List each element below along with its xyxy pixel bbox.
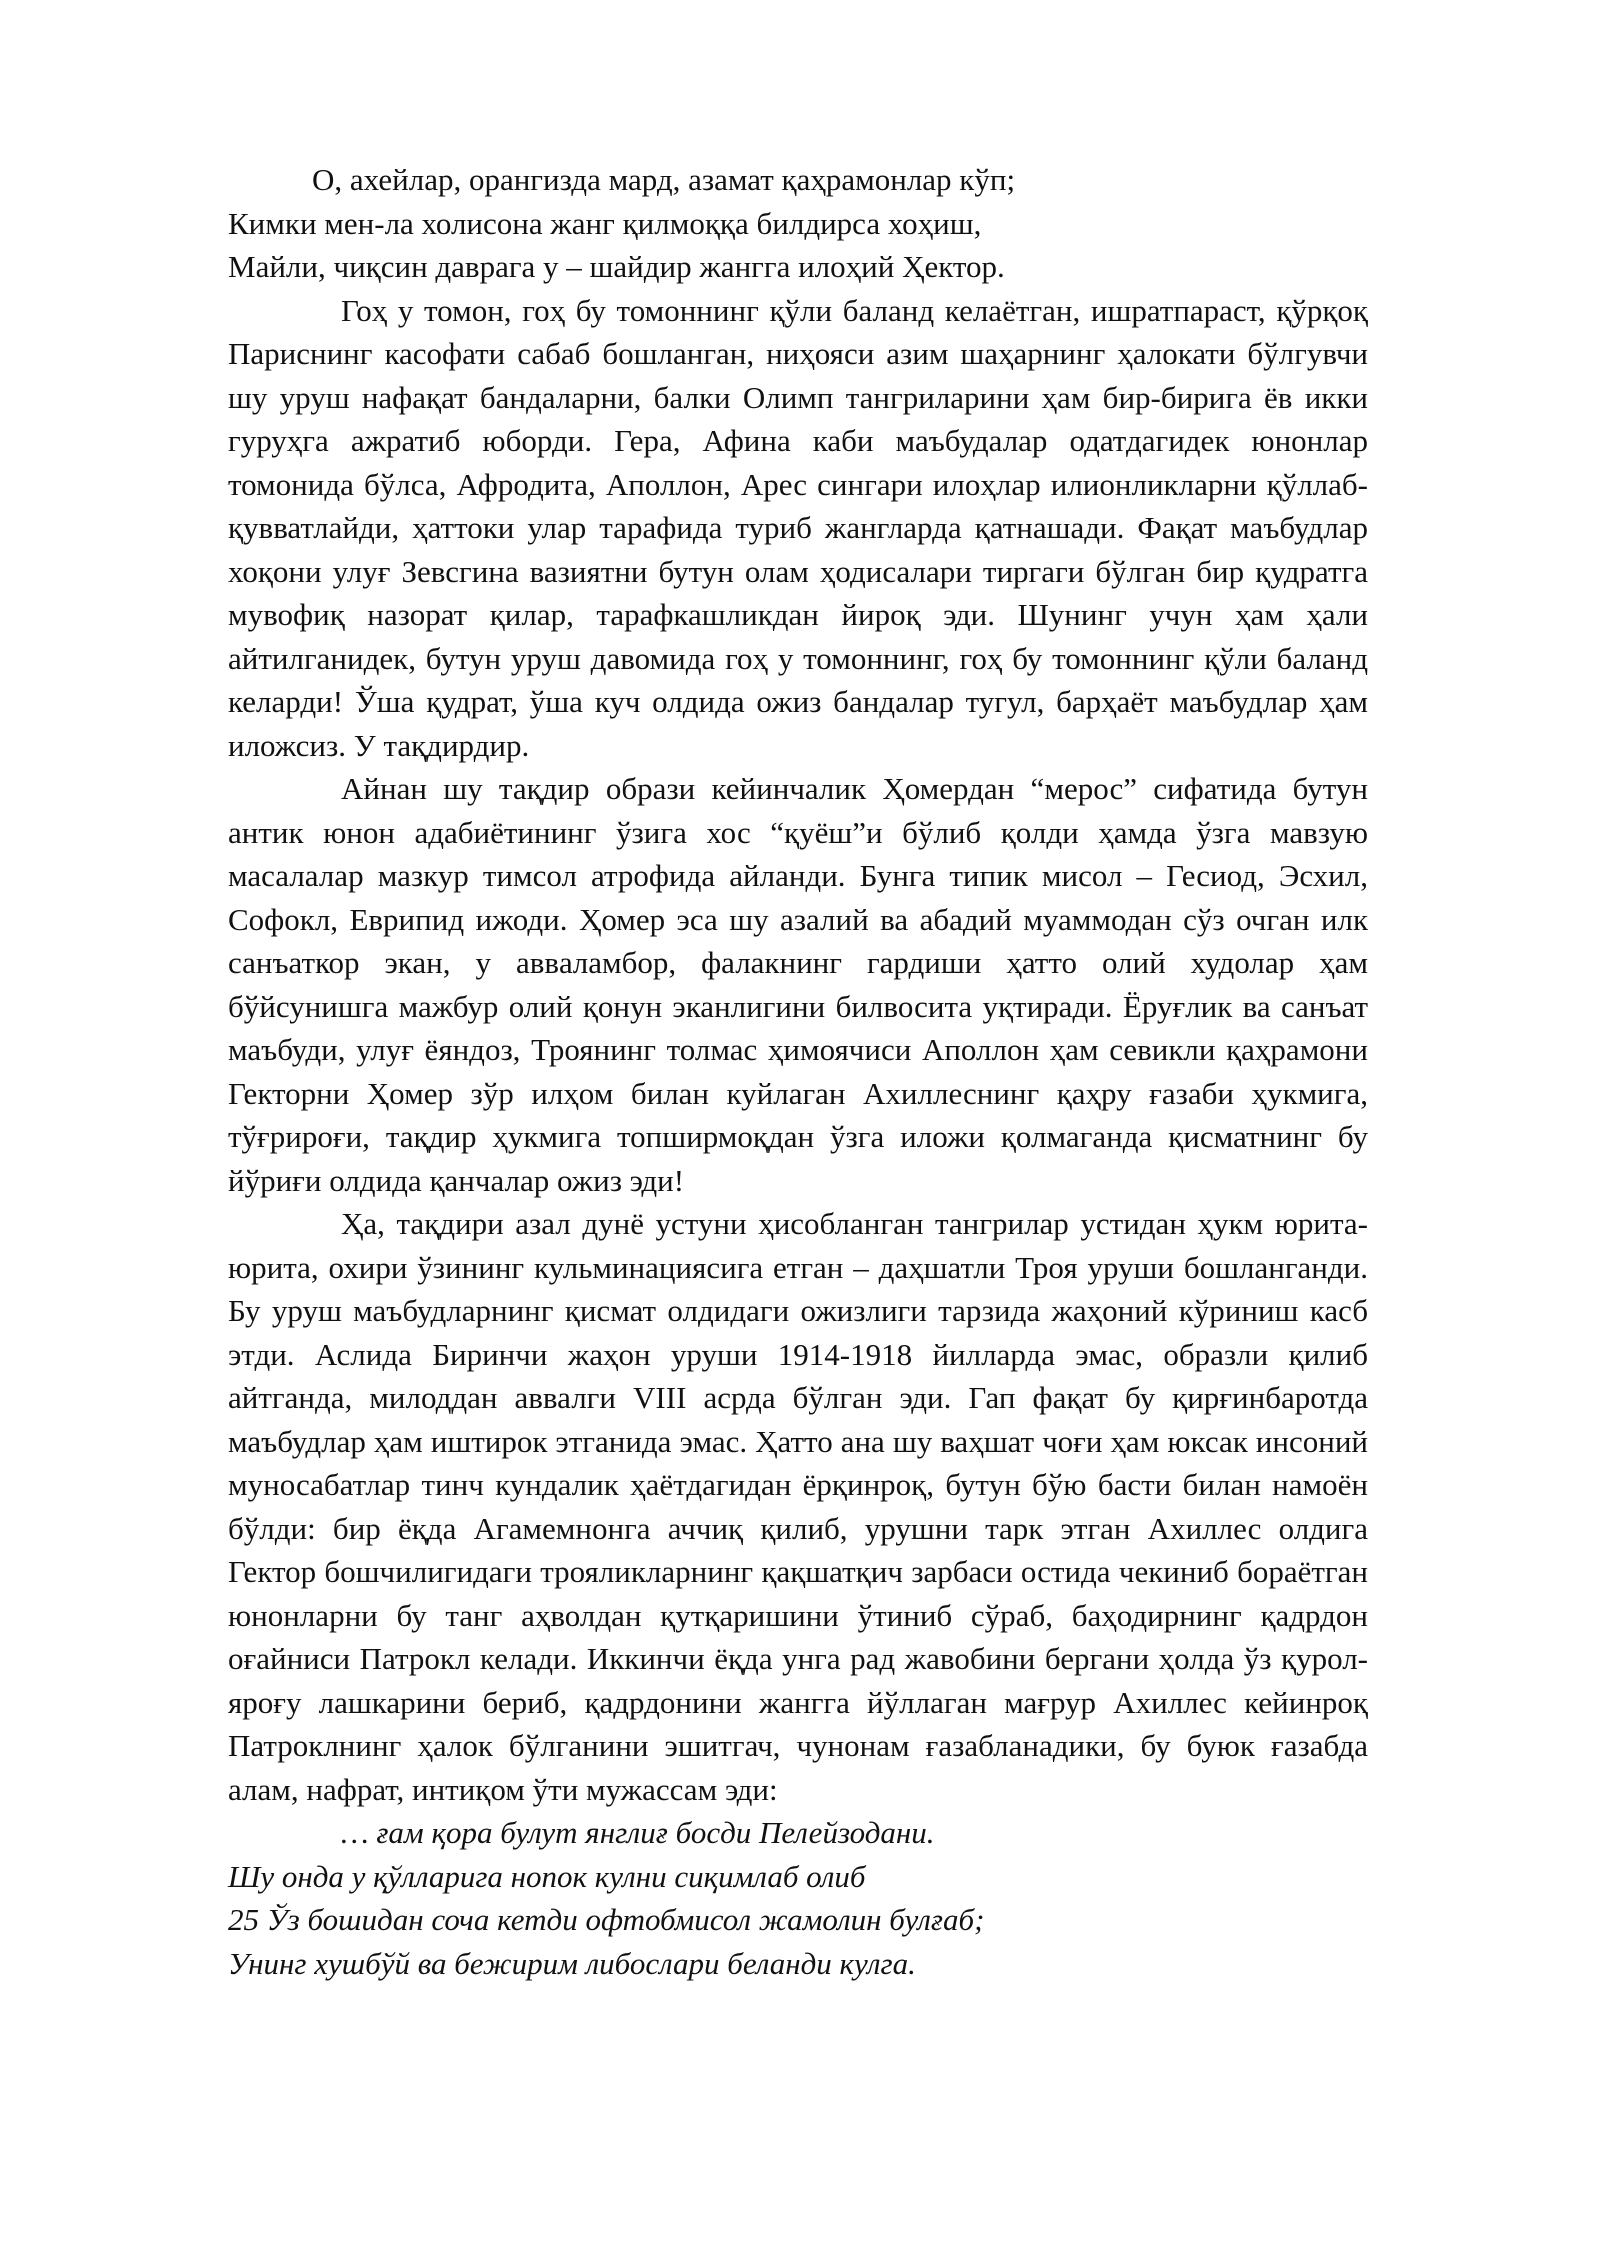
- verse-bottom: [228, 1811, 1368, 1985]
- verse-line: Шу онда у қўлларига нопок кулни сиқимлаб олиб: [228, 1858, 866, 1894]
- verse-line: … ғам қора булут янглиғ босди Пелейзодани.: [341, 1815, 935, 1850]
- verse-line: Кимки мен-ла холисона жанг қилмоққа билдирса хоҳиш,: [228, 205, 982, 241]
- verse-line: О, ахейлар, орангизда мард, азамат қаҳрамонлар кўп;: [312, 162, 1016, 197]
- paragraph: Ҳа, тақдири азал дунё устуни ҳисобланган тангрилар устидан ҳукм юрита-юрита, охири ўзининг кульминациясига етган – даҳшатли Троя уруши бошланганди. Бу уруш маъбудларнинг қисмат олдидаги ожизлиги тарзида жаҳоний кўриниш касб этди. Аслида Биринчи жаҳон уруши 1914-1918 йилларда эмас, образли қилиб айтганда, милоддан аввалги VIII асрда бўлган эди. Гап фақат бу қирғинбаротда маъбудлар ҳам иштирок этганида эмас. Ҳатто ана шу ваҳшат чоғи ҳам юксак инсоний муносабатлар тинч кундалик ҳаётдагидан ёрқинроқ, бутун бўю басти билан намоён бўлди: бир ёқда Агамемнонга аччиқ қилиб, урушни тарк этган Ахиллес олдига Гектор бошчилигидаги трояликларнинг қақшатқич зарбаси остида чекиниб бораётган юнонларни бу танг аҳволдан қутқаришини ўтиниб сўраб, баҳодирнинг қадрдон оғайниси Патрокл келади. Иккинчи ёқда унга рад жавобини бергани ҳолда ўз қурол-яроғу лашкарини бериб, қадрдонини жангга йўллаган мағрур Ахиллес кейинроқ Патроклнинг ҳалок бўлганини эшитгач, чунонам ғазабланадики, бу буюк ғазабда алам, нафрат, интиқом ўти мужассам эди:: [228, 1206, 1368, 1807]
- verse-top: [228, 158, 1368, 289]
- verse-line: 25 Ўз бошидан соча кетди офтобмисол жамолин булғаб;: [228, 1902, 985, 1937]
- paragraph: Гоҳ у томон, гоҳ бу томоннинг қўли баланд келаётган, ишратпараст, қўрқоқ Париснинг касофати сабаб бошланган, ниҳояси азим шаҳарнинг ҳалокати бўлгувчи шу уруш нафақат бандаларни, балки Олимп тангриларини ҳам бир-бирига ёв икки гуруҳга ажратиб юборди. Гера, Афина каби маъбудалар одатдагидек юнонлар томонида бўлса, Афродита, Аполлон, Арес сингари илоҳлар илионликларни қўллаб-қувватлайди, ҳаттоки улар тарафида туриб жангларда қатнашади. Фақат маъбудлар хоқони улуғ Зевсгина вазиятни бутун олам ҳодисалари тиргаги бўлган бир қудратга мувофиқ назорат қилар, тарафкашликдан йироқ эди. Шунинг учун ҳам ҳали айтилганидек, бутун уруш давомида гоҳ у томоннинг, гоҳ бу томоннинг қўли баланд келарди! Ўша қудрат, ўша куч олдида ожиз бандалар тугул, барҳаёт маъбудлар ҳам иложсиз. У тақдирдир.: [228, 292, 1368, 763]
- document-page: [228, 158, 1368, 1985]
- verse-line: Унинг хушбўй ва бежирим либослари беланди кулга.: [228, 1945, 916, 1981]
- paragraph: Айнан шу тақдир образи кейинчалик Ҳомердан “мерос” сифатида бутун антик юнон адабиётининг ўзига хос “қуёш”и бўлиб қолди ҳамда ўзга мавзую масалалар мазкур тимсол атрофида айланди. Бунга типик мисол – Гесиод, Эсхил, Софокл, Еврипид ижоди. Ҳомер эса шу азалий ва абадий муаммодан сўз очган илк санъаткор экан, у аввaламбор, фалакнинг гардиши ҳатто олий худолар ҳам бўйсунишга мажбур олий қонун эканлигини билвосита уқтиради. Ёруғлик ва санъат маъбуди, улуғ ёяндоз, Троянинг толмас ҳимоячиси Аполлон ҳам севикли қаҳрамони Гекторни Ҳомер зўр илҳом билан куйлаган Ахиллеснинг қаҳру ғазаби ҳукмига, тўғрироғи, тақдир ҳукмига топширмоқдан ўзга иложи қолмаганда қисматнинг бу йўриғи олдида қанчалар ожиз эди!: [228, 771, 1368, 1198]
- verse-line: Майли, чиқсин даврага у – шайдир жангга илоҳий Ҳектор.: [228, 249, 1005, 284]
